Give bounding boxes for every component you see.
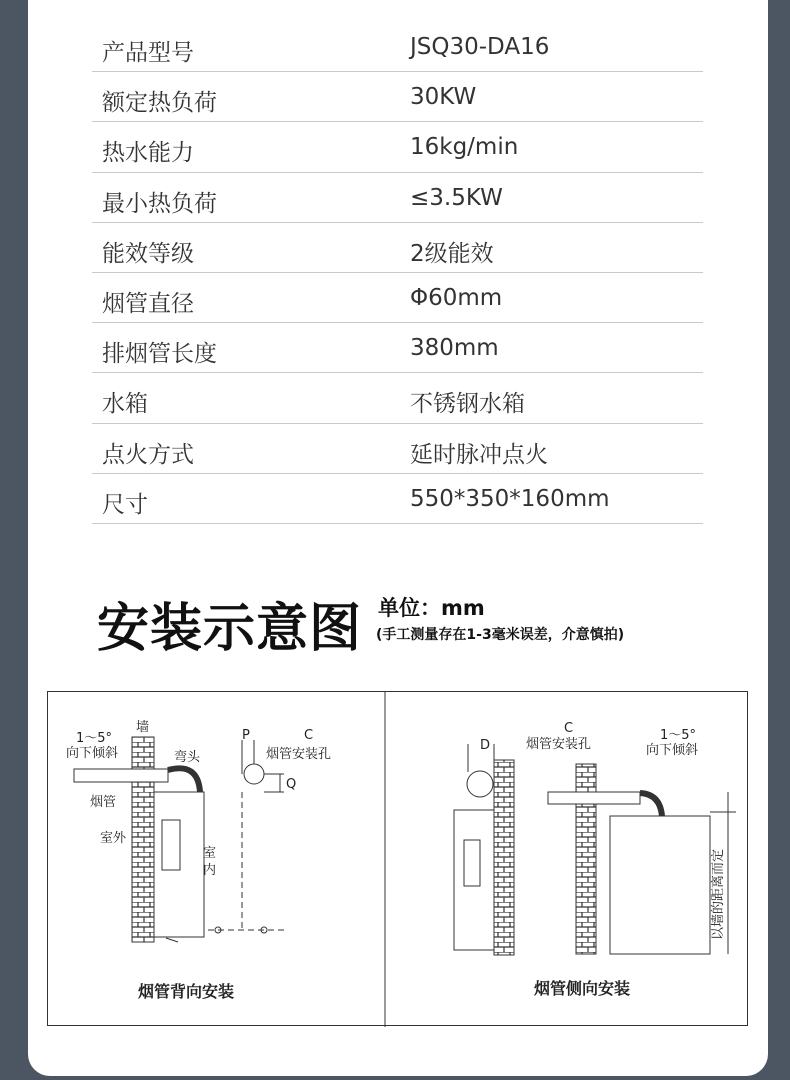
install-hole-right <box>467 771 493 797</box>
spec-value: JSQ30-DA16 <box>410 34 550 60</box>
heater-pipes-left <box>166 938 178 942</box>
spec-label: 热水能力 <box>102 140 194 167</box>
label-outdoor: 室外 <box>100 831 127 846</box>
spec-row <box>92 223 703 273</box>
spec-value: 16kg/min <box>410 134 519 161</box>
spec-row <box>92 424 703 474</box>
spec-value: 380mm <box>410 335 499 362</box>
label-angle-left: 1～5° <box>76 731 113 746</box>
spec-value: Φ60mm <box>410 284 503 311</box>
spec-row <box>92 22 703 72</box>
measurement-note: (手工测量存在1-3毫米误差，介意慎拍) <box>376 627 625 643</box>
label-tilt-right: 向下倾斜 <box>646 743 699 758</box>
spec-row <box>92 323 703 373</box>
spec-value: 30KW <box>410 84 477 111</box>
flue-pipe-right <box>548 792 640 804</box>
spec-value: 550*350*160mm <box>410 485 610 512</box>
install-diagrams <box>48 692 749 1027</box>
spec-label: 尺寸 <box>102 491 148 518</box>
install-title: 安装示意图 <box>97 599 363 659</box>
spec-row <box>92 173 703 223</box>
spec-table <box>92 22 703 524</box>
spec-label: 烟管直径 <box>102 290 194 317</box>
label-tilt-left: 向下倾斜 <box>66 746 119 761</box>
label-elbow: 弯头 <box>174 750 201 765</box>
label-pipe-left: 烟管 <box>90 795 117 810</box>
label-hole-left: 烟管安装孔 <box>266 747 332 762</box>
spec-row <box>92 72 703 122</box>
label-wall-distance: 以墙的距离而定 <box>711 848 726 940</box>
install-diagram-panel <box>47 691 748 1026</box>
spec-row <box>92 122 703 172</box>
label-indoor-1: 室 <box>203 846 217 861</box>
label-indoor-2: 内 <box>203 863 217 878</box>
label-q: Q <box>286 777 297 792</box>
install-hole-left <box>244 764 264 784</box>
spec-label: 能效等级 <box>102 240 194 267</box>
caption-left: 烟管背向安装 <box>138 982 235 1001</box>
spec-label: 最小热负荷 <box>102 190 217 217</box>
spec-value: 不锈钢水箱 <box>410 391 525 418</box>
spec-row <box>92 373 703 423</box>
heater-panel-left <box>162 820 180 870</box>
spec-value: 延时脉冲点火 <box>410 441 548 468</box>
spec-label: 产品型号 <box>102 40 194 66</box>
caption-right: 烟管侧向安装 <box>534 979 631 998</box>
wall-right-1 <box>494 760 514 955</box>
label-hole-right: 烟管安装孔 <box>526 737 592 752</box>
flue-pipe-left <box>74 769 168 782</box>
spec-row <box>92 474 703 524</box>
spec-label: 排烟管长度 <box>102 341 217 368</box>
spec-row <box>92 273 703 323</box>
label-p: P <box>242 728 250 743</box>
spec-label: 水箱 <box>102 391 148 418</box>
unit-label: 单位：mm <box>378 596 485 620</box>
label-angle-right: 1～5° <box>660 728 697 743</box>
elbow-left <box>168 768 200 792</box>
spec-value: ≤3.5KW <box>410 184 503 211</box>
heater-body-right-2 <box>610 816 710 954</box>
elbow-right <box>640 793 662 816</box>
label-c-left: C <box>304 728 314 743</box>
spec-label: 额定热负荷 <box>102 90 217 117</box>
heater-panel-right-1 <box>464 840 480 886</box>
label-c-right: C <box>564 721 574 736</box>
spec-label: 点火方式 <box>102 441 194 468</box>
label-wall: 墙 <box>136 720 150 735</box>
wall-left <box>132 737 154 942</box>
spec-value: 2级能效 <box>410 240 494 267</box>
label-d: D <box>480 738 491 753</box>
